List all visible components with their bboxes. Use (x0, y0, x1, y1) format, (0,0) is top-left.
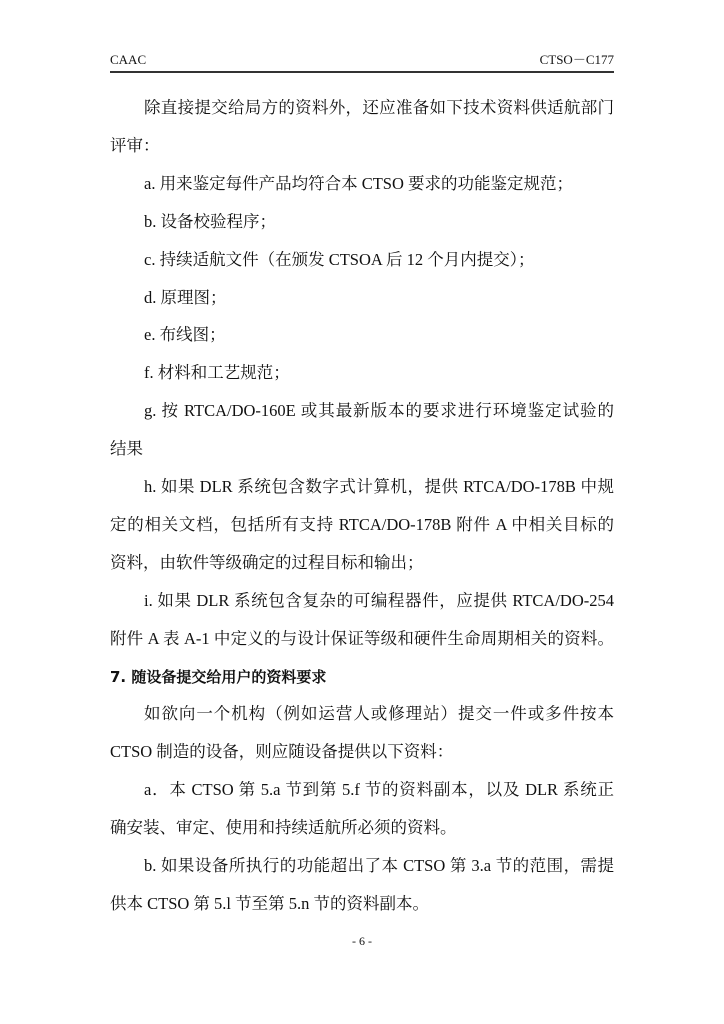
text-line: CTSO 制造的设备，则应随设备提供以下资料： (110, 742, 454, 762)
page-number: - 6 - (352, 934, 372, 948)
header-left: CAAC (110, 52, 147, 67)
text-line: b. 设备校验程序； (144, 211, 276, 231)
text-line: h. 如果 DLR 系统包含数字式计算机，提供 RTCA/DO-178B 中规 (144, 477, 614, 496)
text-line: 确安装、审定、使用和持续适航所必须的资料。 (110, 818, 457, 838)
text-line: d. 原理图； (144, 287, 227, 307)
text-line: 供本 CTSO 第 5.l 节至第 5.n 节的资料副本。 (110, 893, 430, 913)
text-line: c. 持续适航文件（在颁发 CTSOA 后 12 个月内提交）； (144, 249, 535, 269)
text-line: i. 如果 DLR 系统包含复杂的可编程器件，应提供 RTCA/DO-254 (144, 590, 614, 610)
text-line: a．本 CTSO 第 5.a 节到第 5.f 节的资料副本，以及 DLR 系统正 (144, 780, 614, 800)
header-right: CTSO－C177 (539, 52, 614, 67)
text-line: b. 如果设备所执行的功能超出了本 CTSO 第 3.a 节的范围，需提 (144, 856, 614, 875)
text-line: f. 材料和工艺规范； (144, 363, 290, 383)
text-line: 定的相关文档，包括所有支持 RTCA/DO-178B 附件 A 中相关目标的 (110, 514, 614, 534)
text-line: a. 用来鉴定每件产品均符合本 CTSO 要求的功能鉴定规范； (144, 173, 573, 193)
text-line: g. 按 RTCA/DO-160E 或其最新版本的要求进行环境鉴定试验的 (144, 401, 614, 421)
text-line: 结果 (110, 439, 143, 459)
text-line: 除直接提交给局方的资料外，还应准备如下技术资料供适航部门 (144, 98, 614, 117)
section-heading: 7. 随设备提交给用户的资料要求 (110, 667, 327, 686)
text-line: 评审： (110, 135, 160, 155)
text-line: 附件 A 表 A-1 中定义的与设计保证等级和硬件生命周期相关的资料。 (110, 628, 614, 648)
text-line: 资料，由软件等级确定的过程目标和输出； (110, 552, 424, 572)
text-line: e. 布线图； (144, 325, 226, 345)
header-rule (110, 71, 614, 73)
text-line: 如欲向一个机构（例如运营人或修理站）提交一件或多件按本 (144, 704, 614, 724)
